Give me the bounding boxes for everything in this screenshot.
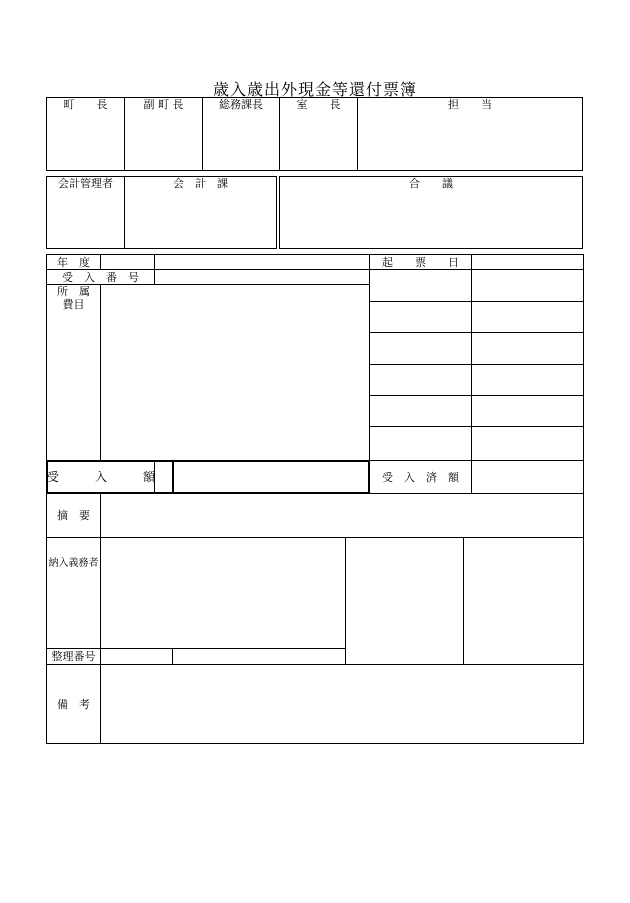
deputy-mayor-stamp-cell[interactable] — [125, 98, 203, 171]
payer-input[interactable] — [101, 538, 346, 649]
general-affairs-chief-stamp-cell[interactable] — [203, 98, 280, 171]
accounting-table — [46, 176, 277, 249]
accounting-manager-label: 会計管理者 — [58, 177, 113, 190]
right-cell-2a[interactable] — [370, 302, 472, 333]
approval-table — [46, 97, 583, 171]
remarks-label: 備 考 — [57, 697, 90, 711]
right-cell-1a[interactable] — [370, 270, 472, 302]
payer-label: 納入義務者 — [48, 558, 99, 569]
reference-number-input-1[interactable] — [101, 649, 173, 665]
payer-label-cell — [47, 538, 101, 649]
main-form-table — [46, 254, 584, 494]
consultation-stamp-cell[interactable] — [280, 177, 583, 249]
draft-date-label: 起 票 日 — [382, 255, 459, 269]
remarks-input[interactable] — [101, 665, 584, 744]
consultation-label: 合 議 — [409, 177, 453, 190]
right-cell-5b[interactable] — [472, 396, 584, 427]
page-title: 歳入歳出外現金等還付票簿 — [212, 80, 417, 99]
draft-date-input[interactable] — [472, 255, 584, 270]
receipt-amount-divider — [172, 461, 174, 493]
accounting-section-label: 会 計 課 — [173, 177, 228, 190]
fiscal-year-label-cell — [47, 255, 101, 270]
department-expense-label-cell — [47, 285, 101, 461]
lower-form-table — [46, 493, 584, 744]
receipt-number-input[interactable] — [155, 270, 370, 285]
right-cell-2b[interactable] — [472, 302, 584, 333]
department-expense-input[interactable] — [101, 285, 370, 461]
right-cell-4a[interactable] — [370, 365, 472, 396]
department-label: 所 属 — [57, 285, 90, 298]
payer-extra-cell-1[interactable] — [346, 538, 464, 665]
right-cell-6b[interactable] — [472, 427, 584, 461]
mayor-stamp-cell[interactable] — [47, 98, 125, 171]
reference-number-label-cell — [47, 649, 101, 665]
right-cell-5a[interactable] — [370, 396, 472, 427]
received-amount-label-cell — [370, 461, 472, 494]
fiscal-year-extra-cell[interactable] — [155, 255, 370, 270]
right-cell-3a[interactable] — [370, 333, 472, 365]
right-cell-6a[interactable] — [370, 427, 472, 461]
deputy-mayor-label: 副 町 長 — [143, 98, 184, 111]
summary-label: 摘 要 — [57, 509, 90, 522]
draft-date-label-cell — [370, 255, 472, 270]
mayor-label: 町 長 — [63, 98, 108, 111]
right-cell-1b[interactable] — [472, 270, 584, 302]
payer-extra-cell-2[interactable] — [464, 538, 584, 665]
remarks-label-cell — [47, 665, 101, 744]
office-chief-stamp-cell[interactable] — [280, 98, 358, 171]
person-in-charge-stamp-cell[interactable] — [358, 98, 583, 171]
reference-number-label: 整理番号 — [51, 650, 96, 663]
receipt-number-label-cell — [47, 270, 155, 285]
expense-item-label: 費目 — [62, 298, 85, 311]
accounting-section-stamp-cell[interactable] — [125, 177, 277, 249]
right-cell-4b[interactable] — [472, 365, 584, 396]
received-amount-label: 受 入 済 額 — [382, 470, 459, 484]
right-cell-3b[interactable] — [472, 333, 584, 365]
person-in-charge-label: 担 当 — [448, 98, 492, 111]
receipt-amount-highlight — [46, 460, 370, 494]
reference-number-input-2[interactable] — [173, 649, 346, 665]
summary-input[interactable] — [101, 494, 584, 538]
fiscal-year-input[interactable] — [101, 255, 155, 270]
accounting-manager-stamp-cell[interactable] — [47, 177, 125, 249]
general-affairs-chief-label: 総務課長 — [219, 98, 263, 111]
receipt-amount-label: 受 入 額 — [47, 469, 156, 484]
consultation-table — [279, 176, 583, 249]
received-amount-input[interactable] — [472, 461, 584, 494]
office-chief-label: 室 長 — [296, 98, 341, 111]
receipt-number-label: 受 入 番 号 — [62, 270, 139, 284]
fiscal-year-label: 年 度 — [57, 255, 90, 269]
summary-label-cell — [47, 494, 101, 538]
